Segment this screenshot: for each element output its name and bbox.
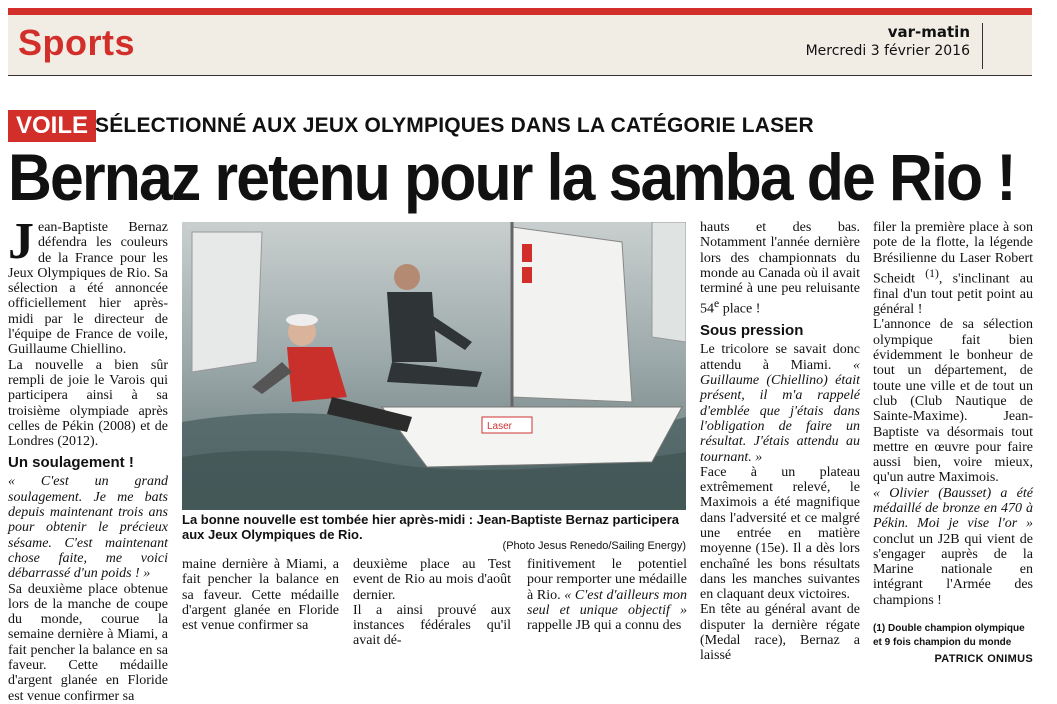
hull-logo-text: Laser <box>487 421 513 432</box>
article-kicker: SÉLECTIONNÉ AUX JEUX OLYMPIQUES DANS LA CATÉGORIE LASER <box>95 114 814 137</box>
quote: « Olivier (Bausset) a été médaillé de bronze en 470 à Pékin. Moi je vise l'or » <box>873 485 1033 532</box>
paragraph-text: Le tricolore se savait donc attendu à Miami. <box>700 342 860 373</box>
paragraph: hauts et des bas. Notamment l'année dernière lors des championnats du monde au Canada où il avait terminé à une peu reluisante 54e place ! <box>700 220 860 318</box>
category-tag: VOILE <box>8 110 96 142</box>
photo-credit: (Photo Jesus Renedo/Sailing Energy) <box>502 540 686 552</box>
paragraph: L'annonce de sa sélection olympique fait bien évidemment le bonheur de tout un département, de toute une ville et de tout un club (Club Nautique de Sainte-Maxime). Jean-Baptiste va désormais tout mettre en œuvre pour faire aussi bien, voire mieux, qu'un autre Maximois. <box>873 317 1033 486</box>
paragraph: deuxième place au Test event de Rio au mois d'août dernier. <box>353 557 511 603</box>
paper-masthead <box>806 23 970 59</box>
top-red-rule <box>8 8 1032 15</box>
section-title: Sports <box>18 22 136 63</box>
footnote: (1) Double champion olympique et 9 fois champion du monde <box>873 623 1025 649</box>
quote: « C'est un grand soulagement. Je me bats depuis maintenant trois ans pour obtenir le précieux sésame. C'est maintenant chose faite, me voici débarrassé d'un poids ! » <box>8 474 168 582</box>
paragraph: Sa deuxième place obtenue lors de la manche de coupe du monde, courue la semaine dernière à Miami, a fait pencher la balance en sa faveur. Cette médaille d'argent glanée en Floride est venue confirmer sa <box>8 581 168 704</box>
paragraph <box>700 342 860 464</box>
subheading-pression: Sous pression <box>700 322 804 340</box>
page-header <box>8 15 1032 76</box>
header-divider <box>982 23 983 69</box>
paper-name: var-matin <box>887 23 970 41</box>
article-photo <box>182 222 686 510</box>
paragraph <box>873 486 1033 608</box>
subheading-soulagement: Un soulagement ! <box>8 454 134 472</box>
author-byline: PATRICK ONIMUS <box>934 653 1033 666</box>
photo-caption: La bonne nouvelle est tombée hier après-midi : Jean-Baptiste Bernaz participera aux Jeux Olympiques de Rio. <box>182 512 680 542</box>
column-5 <box>700 220 860 664</box>
issue-date: Mercredi 3 février 2016 <box>805 43 970 59</box>
quote: « Guillaume (Chiellino) était présent, il m'a rappelé d'emblée que j'étais dans l'obligation de faire un résultat. J'étais attendu au tournant. » <box>700 357 860 465</box>
column-6 <box>873 220 1033 667</box>
paragraph: maine dernière à Miami, a fait pencher la balance en sa faveur. Cette médaille d'argent glanée en Floride est venue confirmer sa <box>182 557 339 634</box>
paragraph: Face à un plateau extrêmement relevé, le Maximois a été magnifique dans l'adversité et ce malgré une entrée en matière moyenne (15e). Il a dès lors enchaîné les bons résultats dans les manches suivantes en claquant deux victoires. <box>700 464 860 603</box>
paragraph-text: conclut un J2B qui vient de s'engager auprès de la Marine nationale en intégrant l'Armée des champions ! <box>873 531 1033 608</box>
paragraph: Il a ainsi prouvé aux instances fédérales qu'il avait dé- <box>353 602 511 649</box>
sailing-photo <box>182 222 686 510</box>
column-3 <box>353 557 511 649</box>
drop-cap: J <box>8 213 34 270</box>
paragraph: filer la première place à son pote de la flotte, la légende Brésilienne du Laser Robert Scheidt $^{(1)}$, s'inclinant au final d'un tout petit point au général ! <box>873 220 1034 318</box>
article-headline: Bernaz retenu pour la samba de Rio ! <box>8 140 1015 214</box>
column-4 <box>527 557 687 633</box>
lead-paragraph: ean-Baptiste Bernaz défendra les couleurs de la France pour les Jeux Olympiques de Rio. Sa sélection a été annoncée officiellement hier après-midi par le directeur de l'équipe de France de voile, Guillaume Chiellino. <box>8 220 168 358</box>
paragraph: finitivement le potentiel pour remporter une médaille à Rio. « C'est d'ailleurs mon seul et unique objectif » rappelle JB qui a connu des <box>527 557 687 634</box>
column-1 <box>8 213 168 704</box>
quote: « C'est d'ailleurs mon seul et unique objectif » <box>527 587 687 618</box>
column-2 <box>182 557 339 633</box>
paragraph: En tête au général avant de disputer la dernière régate (Medal race), Bernaz a laissé <box>700 602 860 664</box>
paragraph: La nouvelle a bien sûr rempli de joie le Varois qui participera ainsi à sa troisième olympiade après celles de Pékin (2008) et de Londres (2012). <box>8 357 168 450</box>
